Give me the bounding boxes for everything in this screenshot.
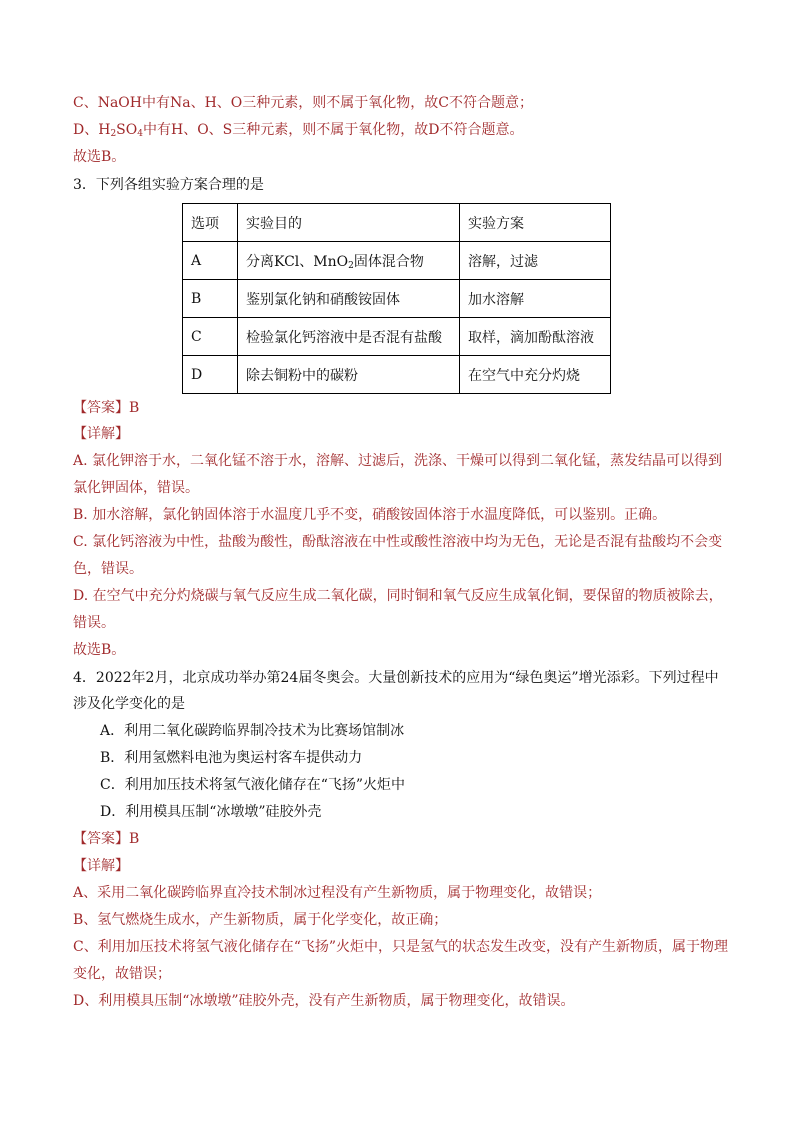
table-cell-option: D	[183, 356, 238, 394]
table-header-cell: 实验方案	[460, 204, 611, 242]
table-cell-option: A	[183, 242, 238, 280]
table-row	[183, 242, 611, 280]
table-header-row	[183, 204, 611, 242]
q3-detail-label: 【详解】	[73, 426, 129, 442]
table-row	[183, 356, 611, 394]
q4-question-line: 涉及化学变化的是	[73, 696, 185, 712]
q2-explanation-c: C、NaOH中有Na、H、O三种元素，则不属于氧化物，故C不符合题意；	[73, 95, 533, 111]
q4-option-b: B．利用氢燃料电池为奥运村客车提供动力	[100, 750, 363, 766]
q3-explanation-line: A. 氯化钾溶于水，二氧化锰不溶于水，溶解、过滤后，洗涤、干燥可以得到二氧化锰，蒸发结晶可以得到	[73, 453, 723, 469]
q3-explanation-line: C. 氯化钙溶液为中性，盐酸为酸性，酚酞溶液在中性或酸性溶液中均为无色，无论是否混有盐酸均不会变	[73, 534, 723, 550]
table-row	[183, 280, 611, 318]
table-cell-purpose: 除去铜粉中的碳粉	[238, 356, 460, 394]
table-cell-option: B	[183, 280, 238, 318]
q2-explanation-d: D、$H_2SO_4$中有H、O、S三种元素，则不属于氧化物，故D不符合题意。	[73, 122, 524, 139]
q3-explanation-line: 错误。	[73, 615, 115, 631]
table-cell-plan: 溶解，过滤	[460, 242, 611, 280]
q4-explanation-line: B、氢气燃烧生成水，产生新物质，属于化学变化，故正确；	[73, 912, 448, 928]
q3-explanation-line: 氯化钾固体，错误。	[73, 480, 199, 496]
table-cell-plan: 取样，滴加酚酞溶液	[460, 318, 611, 356]
table-cell-purpose: 分离KCl、MnO$_2$固体混合物	[238, 242, 460, 280]
q4-option-d: D．利用模具压制“冰墩墩”硅胶外壳	[100, 804, 322, 820]
q4-option-c: C．利用加压技术将氢气液化储存在“飞扬”火炬中	[100, 777, 406, 793]
q4-explanation-line: 变化，故错误；	[73, 966, 171, 982]
q3-options-table	[182, 203, 611, 394]
table-header-cell: 选项	[183, 204, 238, 242]
table-header-cell: 实验目的	[238, 204, 460, 242]
q3-conclusion: 故选B。	[73, 642, 126, 658]
q4-answer: 【答案】B	[73, 831, 140, 847]
table-cell-option: C	[183, 318, 238, 356]
q4-explanation-line: D、利用模具压制“冰墩墩”硅胶外壳，没有产生新物质，属于物理变化，故错误。	[73, 993, 575, 1009]
q4-explanation-line: C、利用加压技术将氢气液化储存在“飞扬”火炬中，只是氢气的状态发生改变，没有产生新物质，属于物理	[73, 939, 729, 955]
q4-explanation-line: A、采用二氧化碳跨临界直冷技术制冰过程没有产生新物质，属于物理变化，故错误；	[73, 885, 602, 901]
q3-explanation-line: B. 加水溶解，氯化钠固体溶于水温度几乎不变，硝酸铵固体溶于水温度降低，可以鉴别。正确。	[73, 507, 667, 523]
table-cell-plan: 加水溶解	[460, 280, 611, 318]
q4-option-a: A．利用二氧化碳跨临界制冷技术为比赛场馆制冰	[100, 723, 405, 739]
q3-explanation-line: 色，错误。	[73, 561, 143, 577]
q3-answer: 【答案】B	[73, 400, 140, 416]
q2-conclusion: 故选B。	[73, 149, 126, 165]
table-cell-purpose: 鉴别氯化钠和硝酸铵固体	[238, 280, 460, 318]
q3-explanation-line: D. 在空气中充分灼烧碳与氧气反应生成二氧化碳，同时铜和氧气反应生成氧化铜，要保留的物质被除去，	[73, 588, 723, 604]
table-cell-purpose: 检验氯化钙溶液中是否混有盐酸	[238, 318, 460, 356]
q4-question-line: 4．2022年2月，北京成功举办第24届冬奥会。大量创新技术的应用为“绿色奥运”增光添彩。下列过程中	[73, 670, 719, 686]
table-row	[183, 318, 611, 356]
table-cell-plan: 在空气中充分灼烧	[460, 356, 611, 394]
q3-question: 3．下列各组实验方案合理的是	[73, 177, 264, 193]
q4-detail-label: 【详解】	[73, 858, 129, 874]
